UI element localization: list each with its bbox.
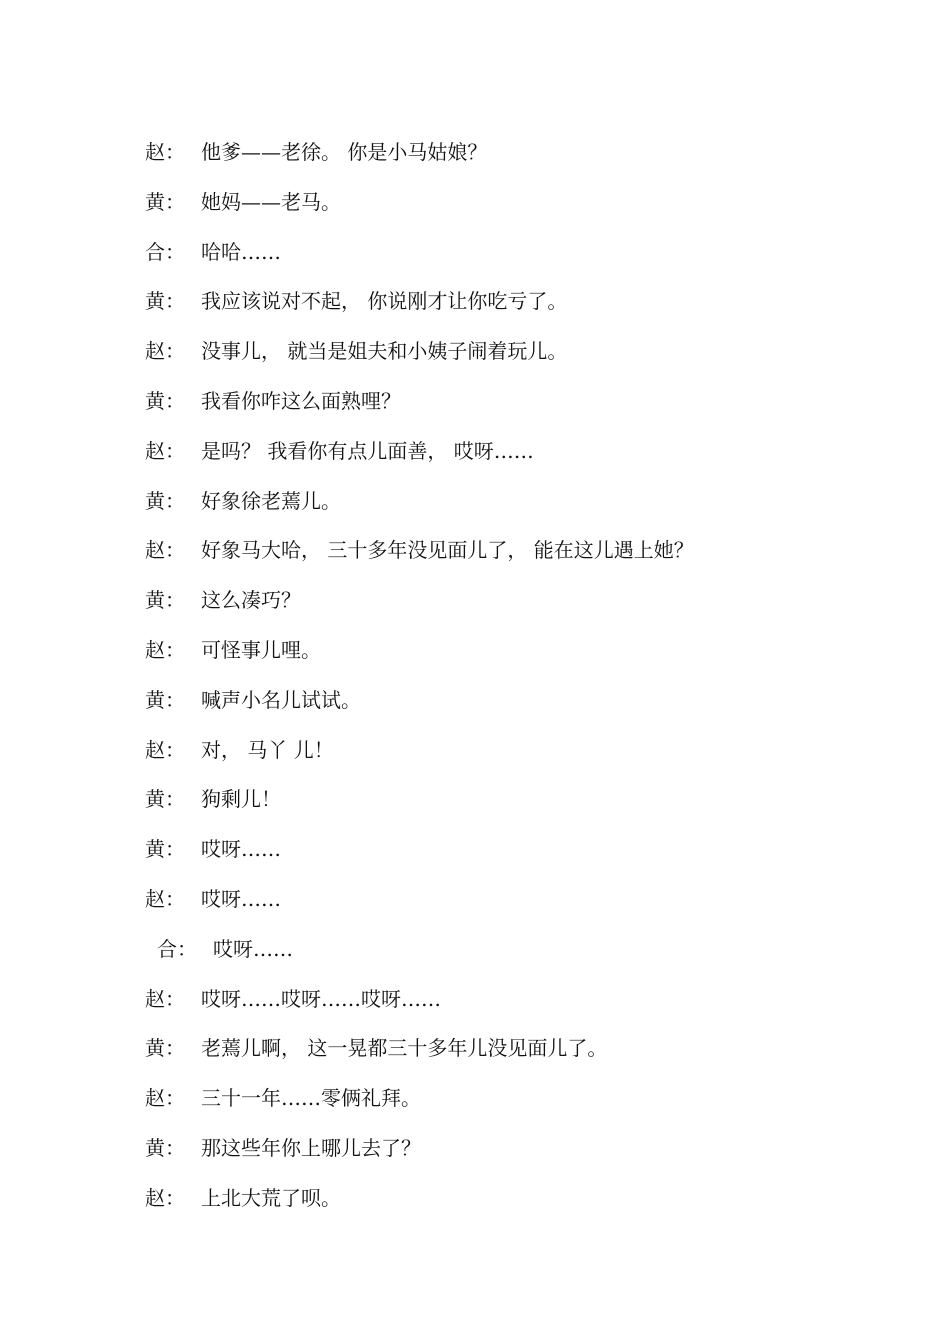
speaker-label: 黄：	[145, 189, 185, 214]
dialogue-line	[145, 782, 905, 832]
dialogue-line	[145, 982, 905, 1032]
dialogue-text: 哈哈……	[201, 239, 281, 264]
speaker-label: 合：	[145, 239, 185, 264]
dialogue-text: 她妈——老马。	[201, 189, 341, 214]
speaker-label: 黄：	[145, 837, 185, 862]
dialogue-line	[145, 384, 905, 434]
speaker-label: 赵：	[145, 637, 185, 662]
speaker-label: 黄：	[145, 1036, 185, 1061]
speaker-label: 黄：	[145, 588, 185, 613]
speaker-label: 赵：	[145, 737, 185, 762]
speaker-label: 赵：	[145, 438, 185, 463]
dialogue-line	[145, 683, 905, 733]
dialogue-text: 我应该说对不起， 你说刚才让你吃亏了。	[201, 289, 568, 314]
dialogue-text: 那这些年你上哪儿去了？	[201, 1135, 421, 1160]
dialogue-text: 好象徐老蔫儿。	[201, 488, 341, 513]
speaker-label: 黄：	[145, 388, 185, 413]
dialogue-text: 老蔫儿啊， 这一晃都三十多年儿没见面儿了。	[201, 1036, 608, 1061]
dialogue-line	[145, 583, 905, 633]
speaker-label: 赵：	[145, 140, 185, 164]
dialogue-line	[145, 235, 905, 285]
dialogue-line	[145, 733, 905, 783]
dialogue-text: 三十一年……零俩礼拜。	[201, 1086, 421, 1111]
dialogue-text: 喊声小名儿试试。	[201, 687, 361, 712]
dialogue-line	[145, 284, 905, 334]
speaker-label: 赵：	[145, 1185, 185, 1210]
dialogue-text: 好象马大哈， 三十多年没见面儿了， 能在这儿遇上她？	[201, 538, 694, 563]
dialogue-text: 可怪事儿哩。	[201, 637, 321, 662]
dialogue-text: 哎呀……	[201, 837, 281, 862]
dialogue-text: 狗剩儿！	[201, 787, 281, 812]
dialogue-line	[145, 1181, 905, 1231]
dialogue-line	[145, 932, 905, 982]
dialogue-text: 是吗？ 我看你有点儿面善， 哎呀……	[201, 438, 534, 463]
speaker-label: 黄：	[145, 687, 185, 712]
speaker-label: 赵：	[145, 1086, 185, 1111]
dialogue-text: 我看你咋这么面熟哩？	[201, 388, 401, 413]
dialogue-line	[145, 434, 905, 484]
dialogue-text: 这么凑巧？	[201, 588, 301, 613]
dialogue-text: 哎呀……	[201, 886, 281, 911]
speaker-label: 黄：	[145, 1135, 185, 1160]
dialogue-line	[145, 135, 905, 185]
dialogue-line	[145, 185, 905, 235]
dialogue-line	[145, 1081, 905, 1131]
dialogue-line	[145, 832, 905, 882]
dialogue-text: 没事儿， 就当是姐夫和小姨子闹着玩儿。	[201, 339, 568, 364]
dialogue-line	[145, 1131, 905, 1181]
speaker-label: 赵：	[145, 886, 185, 911]
dialogue-text: 他爹——老徐。 你是小马姑娘？	[201, 140, 488, 164]
dialogue-line	[145, 633, 905, 683]
speaker-label: 黄：	[145, 787, 185, 812]
dialogue-script	[145, 135, 905, 1231]
dialogue-line	[145, 533, 905, 583]
speaker-label: 赵：	[145, 986, 185, 1011]
dialogue-line	[145, 334, 905, 384]
dialogue-text: 哎呀……	[213, 936, 293, 961]
speaker-label: 赵：	[145, 538, 185, 563]
dialogue-text: 上北大荒了呗。	[201, 1185, 341, 1210]
dialogue-text: 哎呀……哎呀……哎呀……	[201, 986, 441, 1011]
speaker-label: 合：	[157, 936, 197, 961]
dialogue-line	[145, 882, 905, 932]
dialogue-line	[145, 484, 905, 534]
speaker-label: 黄：	[145, 488, 185, 513]
dialogue-text: 对， 马丫 儿！	[201, 737, 334, 762]
speaker-label: 赵：	[145, 339, 185, 364]
dialogue-line	[145, 1031, 905, 1081]
speaker-label: 黄：	[145, 289, 185, 314]
